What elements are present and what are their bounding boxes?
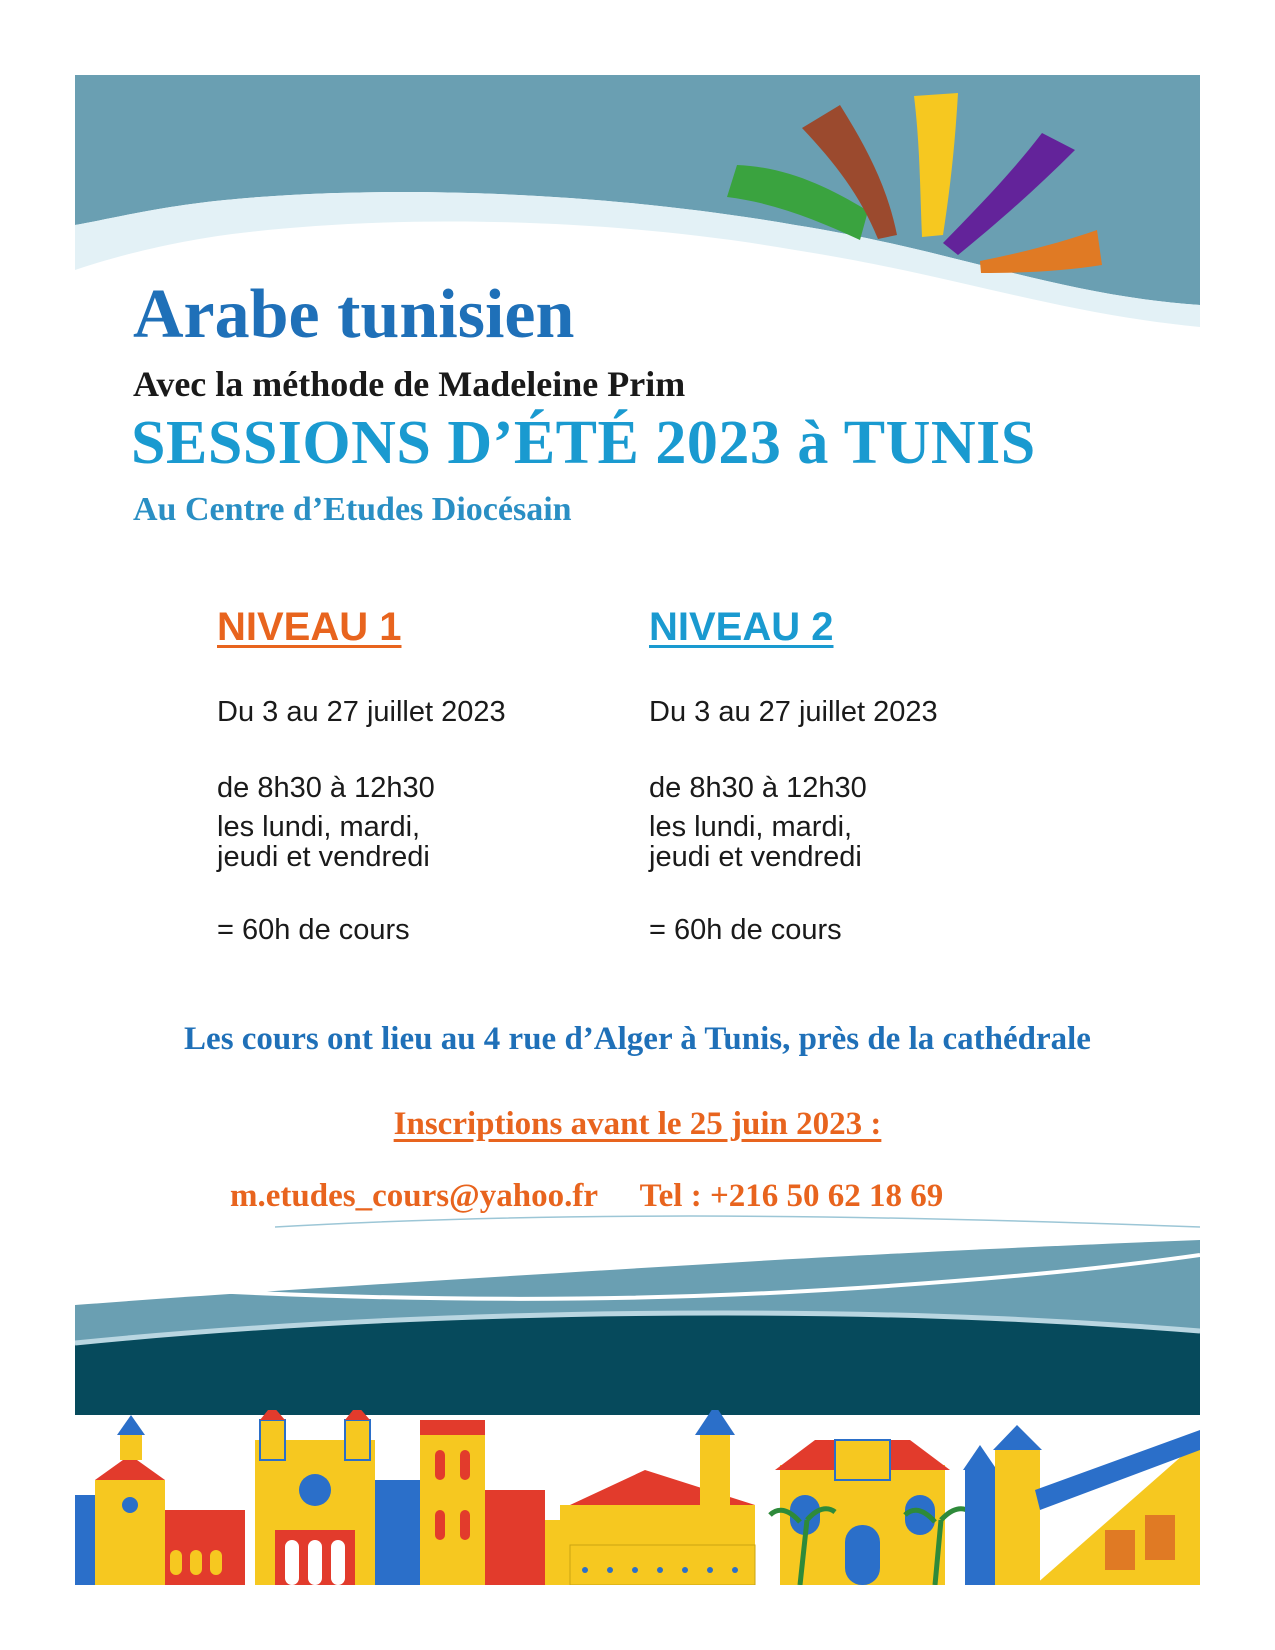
sessions-title: SESSIONS D’ÉTÉ 2023 à TUNIS [131, 409, 1036, 477]
buildings-illustration [75, 1410, 1200, 1585]
level-2-days-line1: les lundi, mardi, [649, 811, 853, 843]
level-1-days-line1: les lundi, mardi, [217, 811, 421, 843]
contact-email[interactable]: m.etudes_cours@yahoo.fr [230, 1178, 598, 1214]
level-2-dates: Du 3 au 27 juillet 2023 [649, 696, 938, 728]
building-6-icon [963, 1425, 1200, 1585]
level-1-block [217, 605, 617, 946]
building-2-icon [255, 1410, 375, 1585]
footer-wave [75, 1215, 1200, 1415]
level-2-total: = 60h de cours [649, 914, 842, 946]
level-1-dates: Du 3 au 27 juillet 2023 [217, 696, 506, 728]
level-2-heading: NIVEAU 2 [649, 605, 834, 649]
building-4-icon [560, 1410, 755, 1585]
level-2-hours: de 8h30 à 12h30 [649, 772, 867, 804]
level-1-total: = 60h de cours [217, 914, 410, 946]
centre-line: Au Centre d’Etudes Diocésain [133, 491, 572, 528]
level-2-days-line2: jeudi et vendredi [649, 841, 862, 874]
building-1-icon [75, 1415, 245, 1585]
subtitle: Avec la méthode de Madeleine Prim [133, 364, 686, 404]
contact-line [230, 1180, 943, 1213]
level-2-days [649, 812, 862, 873]
level-2-block [649, 605, 1049, 946]
page-title: Arabe tunisien [133, 276, 575, 353]
level-1-hours: de 8h30 à 12h30 [217, 772, 435, 804]
building-5-icon [770, 1440, 970, 1585]
level-1-days-line2: jeudi et vendredi [217, 841, 430, 874]
level-1-days [217, 812, 430, 873]
contact-phone[interactable]: Tel : +216 50 62 18 69 [639, 1178, 944, 1214]
registration-deadline: Inscriptions avant le 25 juin 2023 : [393, 1106, 882, 1142]
venue-line: Les cours ont lieu au 4 rue d’Alger à Tunis, près de la cathédrale [184, 1021, 1091, 1057]
level-1-heading: NIVEAU 1 [217, 605, 402, 649]
